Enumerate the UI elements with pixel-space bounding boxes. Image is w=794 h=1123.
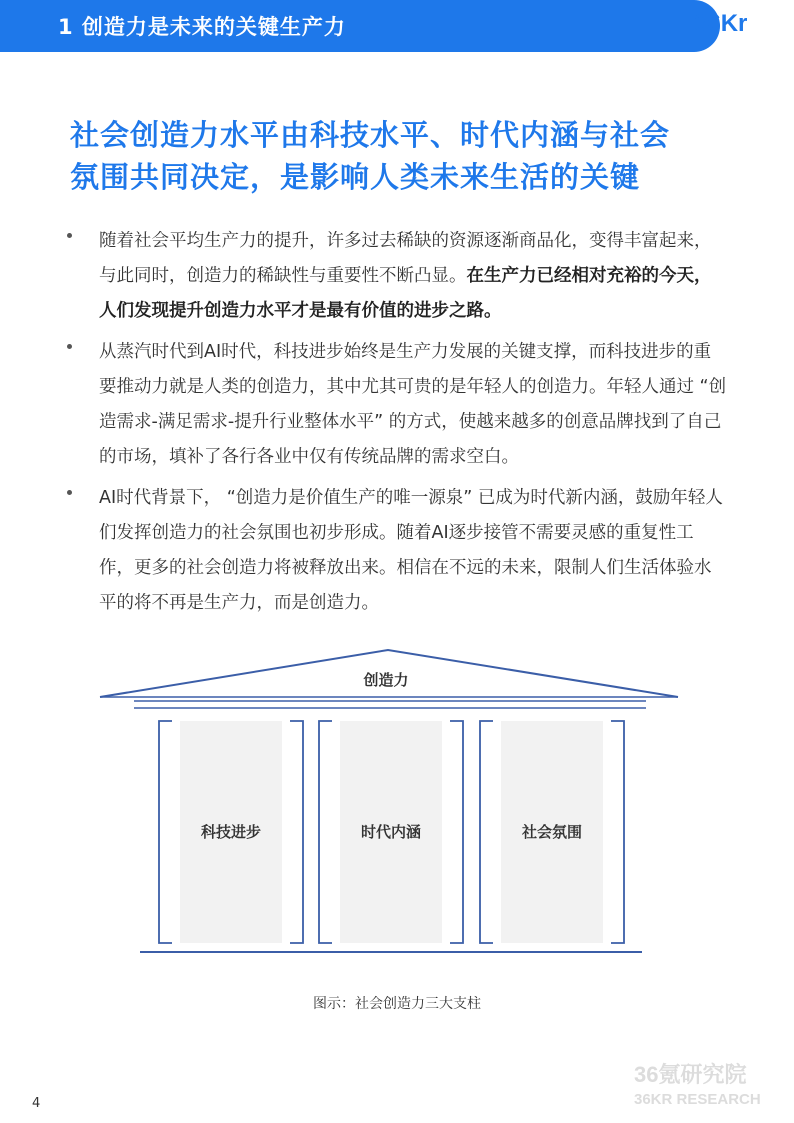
heading-line-1: 社会创造力水平由科技水平、时代内涵与社会 [70,118,671,152]
watermark-line-2: 36KR RESEARCH [634,1091,761,1108]
pillar-label: 科技进步 [200,823,261,841]
bullet-text: 从蒸汽时代到AI时代，科技进步始终是生产力发展的关键支撑，而科技进步的重要推动力就是人类的创造力，其中尤其可贵的是年轻人的创造力。年轻人通过 “创造需求-满足需求-提升行业整体水平” 的方式，使越来越多的创意品牌找到了自己的市场，填补了各行各业中仅有传统品牌的需求空白。 [99,342,727,467]
bullet-item [67,335,727,475]
roof-label: 创造力 [363,671,409,689]
bullet-text: AI时代背景下， “创造力是价值生产的唯一源泉” 已成为时代新内涵，鼓励年轻人们发挥创造力的社会氛围也初步形成。随着AI逐步接管不需要灵感的重复性工作，更多的社会创造力将被释放出来。相信在不远的未来，限制人们生活体验水平的将不再是生产力，而是创造力。 [99,488,723,613]
bracket-right [450,721,463,943]
bracket-left [159,721,172,943]
bullet-dot-icon [67,490,72,495]
bullet-item [67,481,727,621]
bracket-right [611,721,624,943]
bullet-dot-icon [67,344,72,349]
bullet-list [67,224,727,627]
pillar-label: 时代内涵 [360,823,421,841]
section-header-bar [0,0,720,52]
bracket-left [319,721,332,943]
bullet-bold-text: 在生产力已经相对充裕的今天，人们发现提升创造力水平才是最有价值的进步之路。 [99,266,712,321]
bracket-left [480,721,493,943]
logo-text: 36Kr [694,10,748,37]
page-heading [70,114,750,198]
36kr-research-watermark [630,1060,780,1110]
bracket-right [290,721,303,943]
36kr-logo [690,4,794,52]
page-number: 4 [32,1096,41,1111]
bullet-dot-icon [67,233,72,238]
pillars-diagram [96,645,686,965]
watermark-line-1: 36氪研究院 [634,1062,747,1087]
figure-caption: 图示：社会创造力三大支柱 [313,996,481,1012]
bullet-item [67,224,727,329]
heading-line-2: 氛围共同决定，是影响人类未来生活的关键 [70,160,641,194]
section-title: 1 创造力是未来的关键生产力 [58,15,346,39]
pillar-label: 社会氛围 [521,823,582,841]
pillars-diagram-graphic [96,645,686,965]
bullet-text: 随着社会平均生产力的提升，许多过去稀缺的资源逐渐商品化，变得丰富起来，与此同时，创造力的稀缺性与重要性不断凸显。 [99,231,712,286]
